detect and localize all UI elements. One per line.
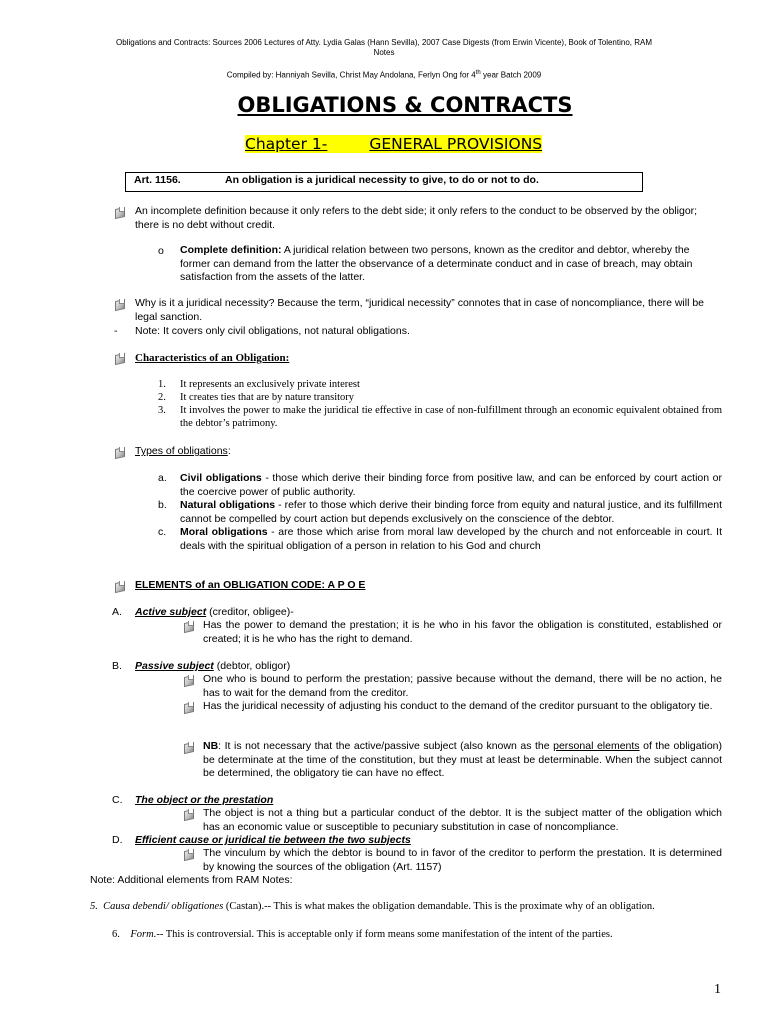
note-bullet-icon: [114, 581, 124, 591]
chapter-label: Chapter 1-: [245, 135, 369, 153]
list-item: c. Moral obligations - are those which arise from moral law developed by the church and not enforceable in court. It deals with the spiritual obligation of a person in relation to his God and church: [158, 526, 722, 552]
note-bullet-icon: [183, 702, 193, 712]
article-number: Art. 1156.: [134, 174, 181, 186]
note-bullet-icon: [183, 675, 193, 685]
element-b-text-1: One who is bound to perform the prestation; passive because without the demand, there will be no action, he has to wait for the demand from the creditor.: [203, 673, 722, 699]
element-b-marker: B.: [112, 660, 122, 672]
circle-bullet: o: [158, 245, 164, 257]
ram-item-5: 5. Causa debendi/ obligationes (Castan).-- This is what makes the obligation demandable. This is the proximate why of an obligation.: [90, 901, 655, 912]
sources-line: [70, 38, 698, 58]
element-a-marker: A.: [112, 606, 122, 618]
note-bullet-icon: [114, 353, 124, 363]
note-bullet-icon: [114, 447, 124, 457]
element-c-text: The object is not a thing but a particular conduct of the debtor. It is the subject matter of the obligation which has an economic value or susceptible to pecuniary substitution in case of noncompliance.: [203, 807, 722, 833]
elements-heading: ELEMENTS of an OBLIGATION CODE: A P O E: [135, 579, 366, 591]
note-bullet-icon: [183, 621, 193, 631]
element-c-marker: C.: [112, 794, 123, 806]
paragraph-juridical-necessity: Why is it a juridical necessity? Because the term, “juridical necessity” connotes that in case of noncompliance, there will be legal sanction.: [135, 297, 705, 323]
compiled-by: Compiled by: Hanniyah Sevilla, Christ May Andolana, Ferlyn Ong for 4th year Batch 2009: [226, 70, 542, 80]
element-a-text: Has the power to demand the prestation; it is he who in his favor the obligation is constituted, established or created; it is he who has the right to demand.: [203, 619, 722, 645]
note-bullet-icon: [114, 299, 124, 309]
list-item: a. Civil obligations - those which derive their binding force from positive law, and can be enforced by court action or the coercive power of public authority.: [158, 472, 722, 498]
article-text: An obligation is a juridical necessity to give, to do or not to do.: [225, 174, 539, 186]
complete-definition: Complete definition: A juridical relation between two persons, known as the creditor and debtor, whereby the former can demand from the latter the observance of a determinate conduct and in case of breach, may obtain satisfaction from the assets of the latter.: [180, 244, 693, 283]
list-item: 2. It creates ties that are by nature transitory: [158, 392, 355, 403]
sources-line-2: Notes: [373, 48, 395, 57]
element-b-text-2: Has the juridical necessity of adjusting his conduct to the demand of the creditor pursuant to the obligatory tie.: [203, 700, 713, 712]
element-c-heading: The object or the prestation: [135, 794, 274, 806]
paragraph-incomplete-definition: An incomplete definition because it only refers to the debt side; it only refers to the conduct to be observed by the obligor; there is no debt without credit.: [135, 205, 698, 231]
types-heading: Types of obligations:: [135, 445, 231, 457]
note-civil-obligations: Note: It covers only civil obligations, not natural obligations.: [135, 325, 410, 337]
types-list: [158, 472, 722, 553]
element-b-heading: Passive subject (debtor, obligor): [135, 660, 291, 672]
element-a-heading: Active subject (creditor, obligee)-: [135, 606, 294, 618]
note-bullet-icon: [183, 742, 193, 752]
characteristics-list: [158, 378, 722, 430]
ram-note: Note: Additional elements from RAM Notes:: [90, 874, 293, 886]
list-item: b. Natural obligations - refer to those which derive their binding force from equity and natural justice, and its fulfillment cannot be compelled by court action but depends exclusively on the conscience of the debtor.: [158, 499, 723, 525]
element-b-nb: NB: It is not necessary that the active/passive subject (also known as the personal elements of the obligation) be determinate at the time of the constitution, but they must at least be determinable. When the subject cannot be determined, the obligatory tie can have no effect.: [203, 740, 722, 779]
note-bullet-icon: [114, 207, 124, 217]
page-number: 1: [714, 982, 721, 997]
characteristics-heading: Characteristics of an Obligation:: [135, 352, 290, 364]
note-bullet-icon: [183, 809, 193, 819]
list-item: 1. It represents an exclusively private interest: [158, 379, 360, 390]
dash-marker: -: [114, 325, 118, 337]
chapter-heading: [245, 134, 542, 155]
note-bullet-icon: [183, 849, 193, 859]
element-d-heading: Efficient cause or juridical tie between the two subjects: [135, 834, 411, 846]
element-d-text: The vinculum by which the debtor is bound to in favor of the creditor to perform the prestation. It is determined by knowing the sources of the obligation (Art. 1157): [203, 847, 722, 873]
document-title: OBLIGATIONS & CONTRACTS: [237, 93, 573, 117]
sources-line-1: Obligations and Contracts: Sources 2006 Lectures of Atty. Lydia Galas (Hann Sevilla), 2007 Case Digests (from Erwin Vicente), Book of Tolentino, RAM: [116, 38, 652, 47]
list-item: 3. It involves the power to make the juridical tie effective in case of non-fulfillment through an economic equivalent obtained from the debtor’s patrimony.: [158, 405, 722, 429]
chapter-name: GENERAL PROVISIONS: [369, 135, 543, 153]
ram-item-6: 6. Form.-- This is controversial. This is acceptable only if form means some manifestation of the intent of the parties.: [112, 929, 613, 940]
element-d-marker: D.: [112, 834, 123, 846]
